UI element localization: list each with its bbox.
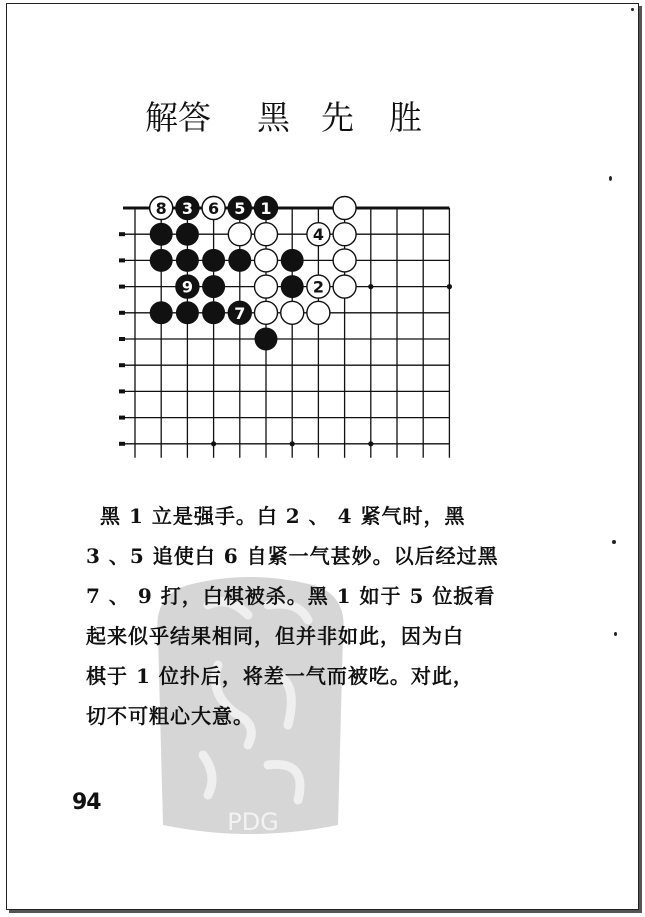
commentary-line-1: 黑 1 立是强手。白 2 、 4 紧气时，黑	[100, 504, 466, 528]
star-point	[368, 441, 373, 446]
commentary	[86, 496, 536, 736]
black-stone	[176, 223, 199, 246]
black-stone	[150, 249, 173, 272]
white-stone	[333, 275, 356, 298]
star-point	[447, 284, 452, 289]
move-number-label: 3	[181, 199, 193, 218]
grid-edge-mark	[119, 311, 125, 315]
page-shadow-bottom	[9, 910, 642, 913]
white-stone	[255, 301, 278, 324]
title-part-4: 胜	[389, 98, 422, 137]
black-stone	[281, 249, 304, 272]
title-part-1: 解答	[145, 98, 211, 137]
star-point	[211, 441, 216, 446]
grid-edge-mark	[119, 416, 125, 420]
white-stone	[333, 197, 356, 220]
star-point	[368, 284, 373, 289]
black-stone	[150, 223, 173, 246]
grid-edge-mark	[119, 442, 125, 446]
grid-edge-mark	[119, 363, 125, 367]
white-stone	[255, 275, 278, 298]
white-stone	[255, 223, 278, 246]
commentary-line-5: 棋于 1 位扑后，将差一气而被吃。对此，	[86, 664, 474, 688]
white-stone	[333, 223, 356, 246]
white-stone	[255, 249, 278, 272]
black-stone	[255, 328, 278, 351]
white-stone	[228, 223, 251, 246]
black-stone	[176, 249, 199, 272]
grid-edge-mark	[119, 232, 125, 236]
scan-speck	[612, 540, 616, 544]
star-point	[290, 441, 295, 446]
black-stone	[176, 301, 199, 324]
move-number-label: 7	[234, 303, 246, 323]
commentary-line-2: 3 、5 追使白 6 自紧一气甚妙。以后经过黑	[86, 544, 499, 568]
title-part-3: 先	[321, 98, 354, 137]
move-number-label: 8	[155, 199, 167, 218]
black-stone	[202, 249, 225, 272]
move-number-label: 2	[312, 277, 324, 297]
black-stone	[281, 275, 304, 298]
grid-edge-mark	[119, 337, 125, 341]
commentary-line-6: 切不可粗心大意。	[86, 704, 254, 728]
black-stone	[228, 249, 251, 272]
commentary-line-4: 起来似乎结果相同，但并非如此，因为白	[86, 624, 464, 648]
black-stone	[150, 301, 173, 324]
scan-speck	[609, 176, 612, 181]
white-stone	[281, 301, 304, 324]
move-number-label: 6	[208, 199, 220, 218]
board-stones	[150, 197, 356, 351]
move-number-label: 9	[181, 277, 193, 297]
grid-edge-mark	[119, 389, 125, 393]
title-part-2: 黑	[257, 98, 290, 137]
commentary-line-3: 7 、 9 打，白棋被杀。黑 1 如于 5 位扳看	[86, 584, 496, 608]
scan-speck	[614, 632, 617, 636]
black-stone	[202, 301, 225, 324]
board-grid	[119, 208, 452, 458]
white-stone	[307, 301, 330, 324]
white-stone	[333, 249, 356, 272]
scan-speck	[631, 8, 634, 11]
page-shadow-right	[639, 6, 642, 913]
move-number-label: 5	[234, 199, 246, 218]
grid-edge-mark	[119, 258, 125, 262]
page-number: 94	[72, 790, 101, 815]
grid-edge-mark	[119, 285, 125, 289]
move-number-label: 4	[312, 225, 324, 245]
move-number-label: 1	[260, 199, 272, 218]
watermark-text: PDG	[227, 808, 279, 836]
go-board-diagram	[108, 186, 458, 476]
black-stone	[202, 275, 225, 298]
